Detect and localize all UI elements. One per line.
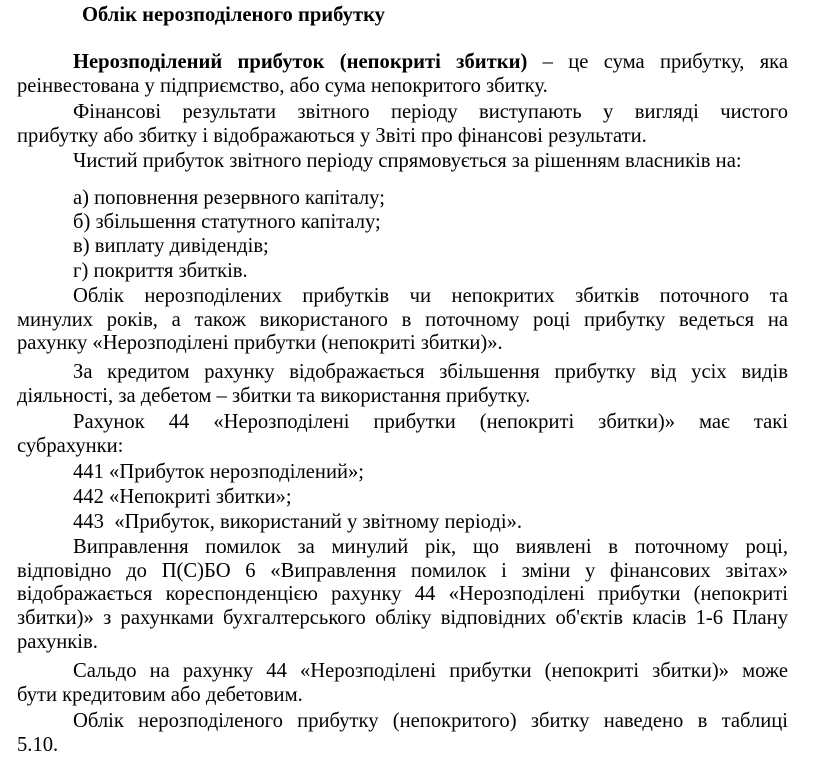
paragraph-line: рахунків. (17, 630, 98, 653)
paragraph-line: Фінансові результати звітного періоду виступають у вигляді чистого (73, 101, 788, 123)
paragraph-table-reference (17, 710, 788, 757)
paragraph-line: Сальдо на рахунку 44 «Нерозподілені прибутки (непокриті збитки)» може (73, 660, 788, 682)
paragraph-line: Облік нерозподілених прибутків чи непокритих збитків поточного та (73, 285, 788, 307)
subaccount-item: 442 «Непокриті збитки»; (73, 486, 292, 508)
paragraph-line: Рахунок 44 «Нерозподілені прибутки (непокриті збитки)» має такі (73, 411, 788, 433)
definition-term: Нерозподілений прибуток (непокриті збитки) (73, 51, 528, 73)
paragraph-line: прибутку або збитку і відображаються у Звіті про фінансові результати. (17, 124, 647, 147)
paragraph-line: діяльності, за дебетом – збитки та використання прибутку. (17, 384, 531, 407)
definition-paragraph (17, 51, 788, 98)
subaccount-item: 443 «Прибуток, використаний у звітному періоді». (73, 511, 523, 533)
paragraph-line: бути кредитовим або дебетовим. (17, 683, 303, 706)
list-item: б) збільшення статутного капіталу; (73, 211, 381, 233)
page-title: Облік нерозподіленого прибутку (82, 4, 385, 26)
paragraph-net-profit (17, 150, 788, 174)
definition-text: – це сума прибутку, яка (527, 51, 789, 73)
paragraph-line: 5.10. (17, 733, 59, 756)
paragraph-balance (17, 660, 788, 707)
paragraph-line: відображається кореспонденцією рахунку 44 «Нерозподілені прибутки (непокриті (17, 583, 788, 606)
paragraph-account-44 (17, 411, 788, 458)
paragraph-line: Облік нерозподіленого прибутку (непокритого) збитку наведено в таблиці (73, 710, 788, 732)
list-item: г) покриття збитків. (73, 260, 248, 282)
paragraph-line: відповідно до П(С)БО 6 «Виправлення помилок і зміни у фінансових звітах» (17, 559, 788, 582)
list-item: а) поповнення резервного капіталу; (73, 187, 385, 209)
paragraph-line: рахунку «Нерозподілені прибутки (непокриті збитки)». (17, 332, 503, 355)
paragraph-line: Чистий прибуток звітного періоду спрямовується за рішенням власників на: (73, 150, 742, 172)
paragraph-financial-results (17, 101, 788, 148)
paragraph-line: субрахунки: (17, 434, 124, 457)
definition-text-line2: реінвестована у підприємство, або сума непокритого збитку. (17, 74, 548, 97)
paragraph-credit-debit (17, 361, 788, 408)
paragraph-line: Виправлення помилок за минулий рік, що виявлені в поточному році, (73, 536, 788, 558)
paragraph-line: За кредитом рахунку відображається збільшення прибутку від усіх видів (73, 361, 788, 383)
paragraph-accounting (17, 285, 788, 356)
paragraph-line: минулих років, а також використаного в поточному році прибутку ведеться на (17, 308, 788, 331)
subaccount-item: 441 «Прибуток нерозподілений»; (73, 461, 365, 483)
list-item: в) виплату дивідендів; (73, 235, 269, 257)
paragraph-corrections (17, 536, 788, 655)
paragraph-line: збитки)» з рахунками бухгалтерського обліку відповідних об'єктів класів 1-6 Плану (17, 607, 788, 630)
